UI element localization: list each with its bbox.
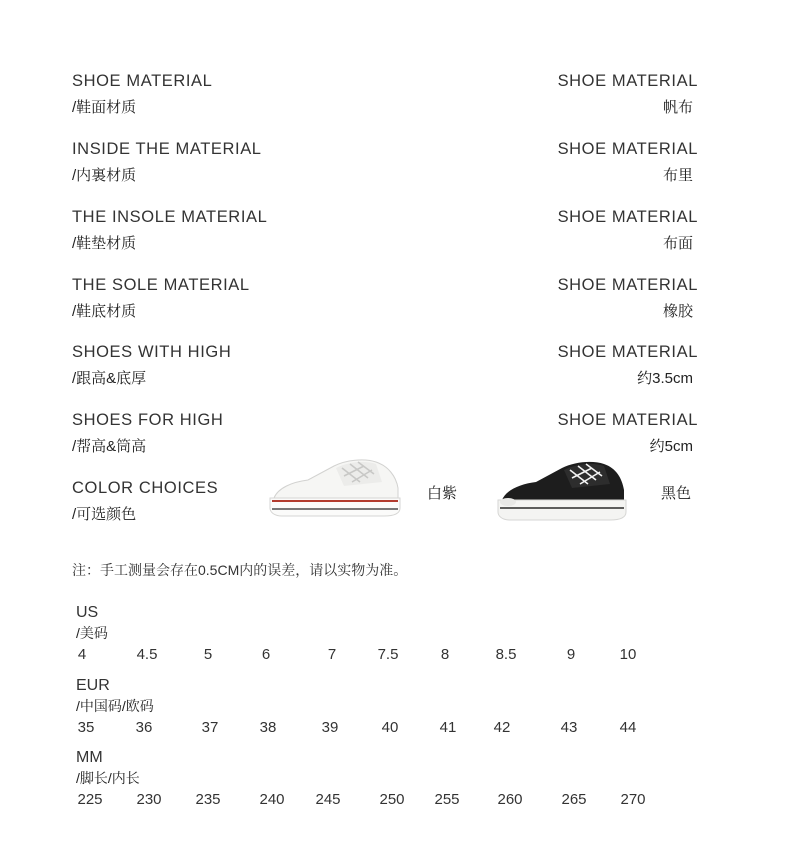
size-value: 5 <box>203 646 213 663</box>
size-value: 270 <box>620 791 646 808</box>
color-option-white-purple: 白紫 <box>427 485 458 502</box>
size-value: 225 <box>77 791 103 808</box>
material-label-cn: /跟高&底厚 <box>72 370 147 387</box>
material-label-cn: /帮高&筒高 <box>72 438 147 455</box>
size-value: 37 <box>201 719 219 736</box>
size-label-cn: /中国码/欧码 <box>76 698 154 714</box>
material-label-en: SHOE MATERIAL <box>72 72 213 90</box>
material-label-en: INSIDE THE MATERIAL <box>72 140 262 158</box>
size-value: 41 <box>439 719 457 736</box>
material-label-cn: /内裏材质 <box>72 167 137 184</box>
size-value: 245 <box>315 791 341 808</box>
size-value: 43 <box>560 719 578 736</box>
measurement-note: 注：手工测量会存在0.5CM内的误差，请以实物为准。 <box>72 562 408 578</box>
material-label-en: SHOES FOR HIGH <box>72 411 224 429</box>
size-value: 235 <box>195 791 221 808</box>
size-section-us <box>76 604 696 674</box>
size-value: 38 <box>259 719 277 736</box>
material-row-insole <box>72 208 698 258</box>
material-value: 帆布 <box>662 99 693 116</box>
material-right-label: SHOE MATERIAL <box>557 276 698 294</box>
size-label-cn: /美码 <box>76 625 108 641</box>
size-value: 7 <box>327 646 337 663</box>
color-label-en: COLOR CHOICES <box>72 479 219 497</box>
size-label-en: US <box>76 604 99 621</box>
material-label-en: THE INSOLE MATERIAL <box>72 208 268 226</box>
material-value: 橡胶 <box>662 303 693 320</box>
material-label-en: SHOES WITH HIGH <box>72 343 232 361</box>
size-value: 35 <box>77 719 95 736</box>
size-value: 8 <box>440 646 450 663</box>
size-value: 255 <box>434 791 460 808</box>
material-label-cn: /鞋底材质 <box>72 303 137 320</box>
size-value: 7.5 <box>377 646 399 663</box>
material-right-label: SHOE MATERIAL <box>557 411 698 429</box>
material-right-label: SHOE MATERIAL <box>557 343 698 361</box>
size-value: 44 <box>619 719 637 736</box>
material-label-en: THE SOLE MATERIAL <box>72 276 250 294</box>
size-label-cn: /脚长/内长 <box>76 770 140 786</box>
material-value: 布面 <box>662 235 693 252</box>
material-value: 约3.5cm <box>637 370 693 387</box>
size-value: 4.5 <box>136 646 158 663</box>
size-value: 42 <box>493 719 511 736</box>
size-value: 8.5 <box>495 646 517 663</box>
size-value: 230 <box>136 791 162 808</box>
size-value: 265 <box>561 791 587 808</box>
color-option-black: 黑色 <box>661 485 692 502</box>
material-row-lining <box>72 140 698 190</box>
material-value: 布里 <box>662 167 693 184</box>
material-right-label: SHOE MATERIAL <box>557 140 698 158</box>
size-value: 40 <box>381 719 399 736</box>
material-right-label: SHOE MATERIAL <box>557 208 698 226</box>
material-right-label: SHOE MATERIAL <box>557 72 698 90</box>
size-value: 250 <box>379 791 405 808</box>
size-value: 9 <box>566 646 576 663</box>
size-value: 4 <box>77 646 87 663</box>
color-label-cn: /可选颜色 <box>72 506 137 523</box>
material-row-heel-height <box>72 343 698 393</box>
material-row-sole <box>72 276 698 326</box>
size-label-en: MM <box>76 749 103 766</box>
size-value: 39 <box>321 719 339 736</box>
material-label-cn: /鞋面材质 <box>72 99 137 116</box>
white-sneaker-image <box>264 452 404 524</box>
size-value: 10 <box>619 646 637 663</box>
size-value: 36 <box>135 719 153 736</box>
material-row-upper <box>72 72 698 122</box>
size-value: 240 <box>259 791 285 808</box>
material-label-cn: /鞋垫材质 <box>72 235 137 252</box>
size-label-en: EUR <box>76 677 110 694</box>
size-value: 260 <box>497 791 523 808</box>
size-section-mm <box>76 749 696 819</box>
black-sneaker-image <box>494 456 630 528</box>
size-value: 6 <box>261 646 271 663</box>
material-value: 约5cm <box>649 438 693 455</box>
size-section-eur <box>76 677 696 747</box>
